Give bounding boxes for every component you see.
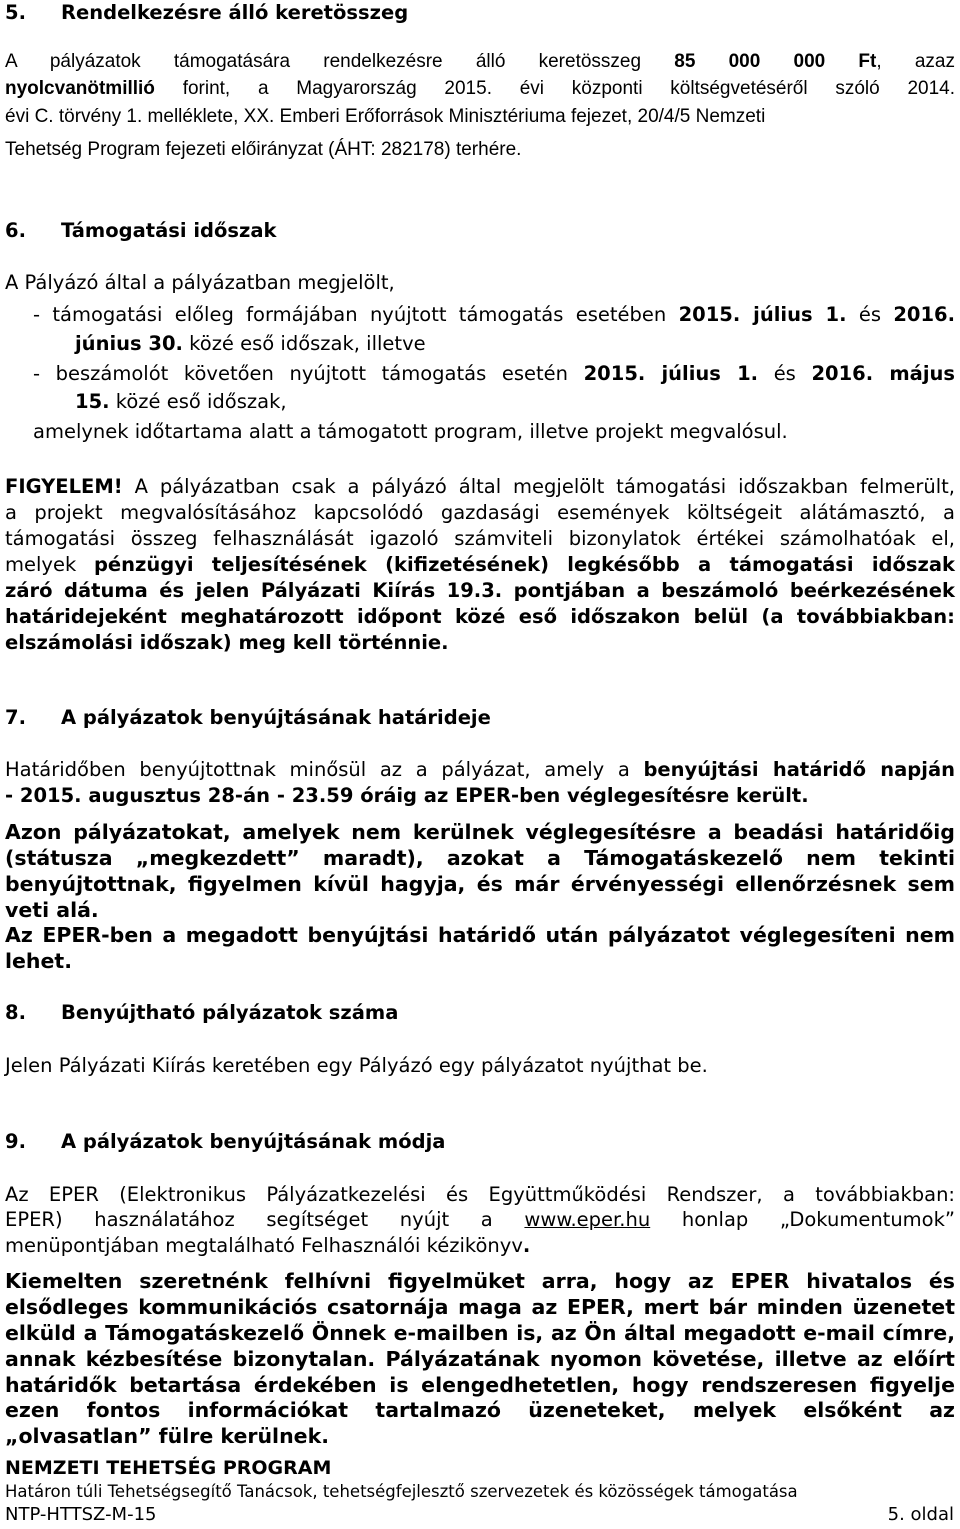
section-title: A pályázatok benyújtásának módja bbox=[60, 1130, 446, 1153]
section-number: 6. bbox=[5, 219, 26, 242]
paragraph-line: amelynek időtartama alatt a támogatott program, illetve projekt megvalósul. bbox=[33, 420, 788, 443]
page-number: 5. oldal bbox=[887, 1504, 954, 1525]
section-7-heading bbox=[5, 705, 491, 731]
paragraph-line: elküld a Támogatáskezelő Önnek e-mailben is, az Ön által megadott e-mail címre, bbox=[5, 1321, 955, 1345]
section-9-heading bbox=[5, 1129, 445, 1155]
paragraph-line: elsődleges kommunikációs csatornája maga az EPER, mert bár minden üzenetet bbox=[5, 1295, 955, 1319]
section-title: Benyújtható pályázatok száma bbox=[60, 1001, 399, 1024]
paragraph-line: Jelen Pályázati Kiírás keretében egy Pályázó egy pályázatot nyújthat be. bbox=[5, 1054, 708, 1077]
section-5-heading bbox=[5, 0, 408, 26]
paragraph-line: EPER) használatához segítséget nyújt a www.eper.hu honlap „Dokumentumok” bbox=[5, 1208, 956, 1231]
paragraph-line: A pályázatok támogatására rendelkezésre álló keretösszeg 85 000 000 Ft, azaz bbox=[5, 51, 955, 72]
section-title: Rendelkezésre álló keretösszeg bbox=[60, 1, 409, 24]
paragraph-line: A Pályázó által a pályázatban megjelölt, bbox=[5, 271, 395, 294]
warning-line: melyek pénzügyi teljesítésének (kifizetésének) legkésőbb a támogatási időszak bbox=[5, 553, 955, 576]
eper-link[interactable]: www.eper.hu bbox=[524, 1208, 651, 1231]
section-number: 8. bbox=[5, 1001, 26, 1024]
bullet-line: - beszámolót követően nyújtott támogatás esetén 2015. július 1. és 2016. május bbox=[33, 362, 955, 385]
warning-line: elszámolási időszak) meg kell történnie. bbox=[5, 631, 449, 654]
paragraph-line: Tehetség Program fejezeti előirányzat (ÁHT: 282178) terhére. bbox=[5, 139, 522, 160]
paragraph-line: Az EPER-ben a megadott benyújtási határidő után pályázatot véglegesíteni nem bbox=[5, 923, 955, 947]
section-title: Támogatási időszak bbox=[60, 219, 277, 242]
paragraph-line: menüpontjában megtalálható Felhasználói kézikönyv. bbox=[5, 1234, 531, 1257]
section-number: 5. bbox=[5, 1, 26, 24]
warning-line: határidejeként meghatározott időpont közé eső időszakon belül (a továbbiakban: bbox=[5, 605, 955, 628]
bullet-line: 15. közé eső időszak, bbox=[75, 390, 287, 413]
section-8-heading bbox=[5, 1000, 398, 1026]
footer-org: NEMZETI TEHETSÉG PROGRAM bbox=[5, 1457, 332, 1479]
warning-line: záró dátuma és jelen Pályázati Kiírás 19.3. pontjában a beszámoló beérkezésének bbox=[5, 579, 955, 602]
paragraph-line: lehet. bbox=[5, 949, 73, 973]
warning-line: FIGYELEM! A pályázatban csak a pályázó által megjelölt támogatási időszakban felmerült, bbox=[5, 475, 955, 498]
paragraph-line: - 2015. augusztus 28-án - 23.59 óráig az EPER-ben véglegesítésre került. bbox=[5, 784, 809, 807]
footer-line: Határon túli Tehetségsegítő Tanácsok, tehetségfejlesztő szervezetek és közösségek támogatása bbox=[5, 1482, 798, 1501]
section-number: 9. bbox=[5, 1130, 26, 1153]
paragraph-line: veti alá. bbox=[5, 898, 99, 922]
paragraph-line: nyolcvanötmillió forint, a Magyarország 2015. évi központi költségvetéséről szóló 2014. bbox=[5, 78, 956, 99]
paragraph-line: Kiemelten szeretnénk felhívni figyelmüket arra, hogy az EPER hivatalos és bbox=[5, 1269, 955, 1293]
paragraph-line: évi C. törvény 1. melléklete, XX. Emberi Erőforrások Minisztériuma fejezet, 20/4/5 Nemzeti bbox=[5, 106, 766, 127]
warning-line: támogatási összeg felhasználását igazoló számviteli bizonylatok értékei számolhatóak el, bbox=[5, 527, 955, 550]
paragraph-line: Határidőben benyújtottnak minősül az a pályázat, amely a benyújtási határidő napján bbox=[5, 758, 955, 781]
paragraph-line: (státusza „megkezdett” maradt), azokat a Támogatáskezelő nem tekinti bbox=[5, 846, 955, 870]
paragraph-line: „olvasatlan” fülre kerülnek. bbox=[5, 1424, 330, 1448]
paragraph-line: határidők betartása érdekében is elengedhetetlen, hogy rendszeresen figyelje bbox=[5, 1373, 955, 1397]
section-6-heading bbox=[5, 218, 276, 244]
paragraph-line: Az EPER (Elektronikus Pályázatkezelési és Együttműködési Rendszer, a továbbiakban: bbox=[5, 1183, 955, 1206]
warning-line: a projekt megvalósításához kapcsolódó gazdasági események költségeit alátámasztó, a bbox=[5, 501, 955, 524]
section-number: 7. bbox=[5, 706, 26, 729]
paragraph-line: benyújtottnak, figyelmen kívül hagyja, és már érvényességi ellenőrzésnek sem bbox=[5, 872, 955, 896]
section-title: A pályázatok benyújtásának határideje bbox=[60, 706, 491, 729]
bullet-line: június 30. közé eső időszak, illetve bbox=[75, 332, 426, 355]
bullet-line: - támogatási előleg formájában nyújtott támogatás esetében 2015. július 1. és 2016. bbox=[33, 303, 956, 326]
paragraph-line: annak kézbesítése bizonytalan. Pályázatának nyomon követése, illetve az előírt bbox=[5, 1347, 955, 1371]
footer-code: NTP-HTTSZ-M-15 bbox=[5, 1504, 157, 1525]
paragraph-line: ezen fontos információkat tartalmazó üzeneteket, melyek elsőként az bbox=[5, 1398, 955, 1422]
paragraph-line: Azon pályázatokat, amelyek nem kerülnek véglegesítésre a beadási határidőig bbox=[5, 820, 955, 844]
